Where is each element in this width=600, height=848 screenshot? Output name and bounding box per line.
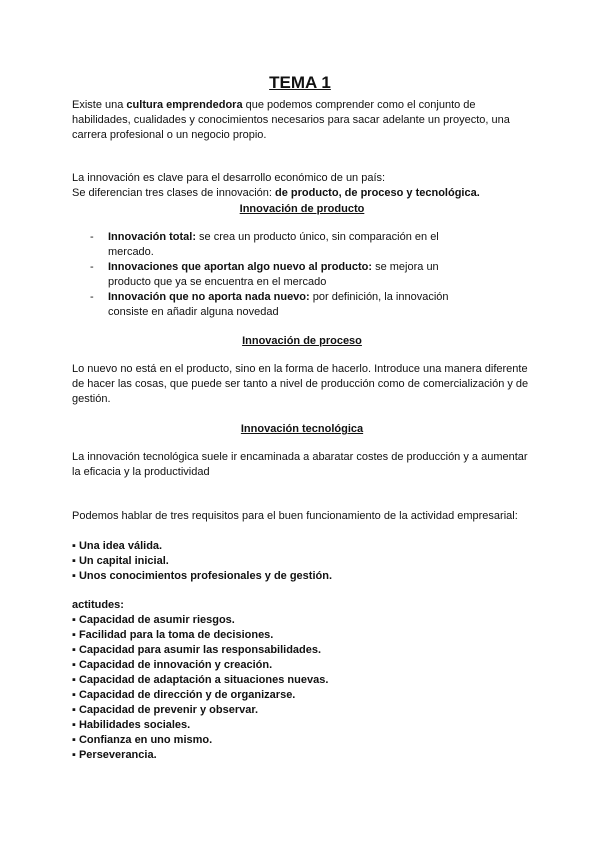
actitud-item: ▪ Capacidad para asumir las responsabilidades. [72, 644, 322, 656]
heading-tecnologica: Innovación tecnológica [240, 423, 364, 435]
producto-item-term: Innovaciones que aportan algo nuevo al producto: [108, 261, 373, 273]
innovation-line-1: La innovación es clave para el desarrollo económico de un país: [72, 172, 386, 184]
innovation-line-2-text: Se diferencian tres clases de innovación: [72, 187, 276, 199]
requisitos-list [72, 539, 532, 584]
intro-text-before: Existe una [72, 99, 127, 111]
actitud-item: ▪ Capacidad de innovación y creación. [72, 659, 273, 671]
innovation-types: de producto, de proceso y tecnológica. [275, 187, 480, 199]
producto-item-text: se crea un producto único, sin comparación en el mercado. [108, 231, 439, 258]
page-title: TEMA 1 [269, 73, 331, 92]
producto-list [72, 230, 472, 320]
producto-item-text: por definición, la innovación consiste en añadir alguna novedad [108, 291, 449, 318]
producto-item-text: se mejora un producto que ya se encuentra en el mercado [108, 261, 439, 288]
heading-proceso: Innovación de proceso [242, 335, 362, 347]
actitud-item: ▪ Facilidad para la toma de decisiones. [72, 629, 274, 641]
producto-list-item [72, 260, 472, 290]
actitud-item: ▪ Capacidad de adaptación a situaciones nuevas. [72, 674, 329, 686]
producto-item-term: Innovación total: [108, 231, 196, 243]
requisito-item: ▪ Una idea válida. [72, 540, 163, 552]
producto-list-item [72, 230, 472, 260]
producto-item-term: Innovación que no aporta nada nuevo: [108, 291, 310, 303]
actitud-item: ▪ Capacidad de prevenir y observar. [72, 704, 259, 716]
actitud-item: ▪ Capacidad de dirección y de organizarse. [72, 689, 296, 701]
intro-paragraph [72, 98, 532, 143]
innovation-paragraph [72, 171, 532, 201]
requisito-item: ▪ Un capital inicial. [72, 555, 169, 567]
requisito-item: ▪ Unos conocimientos profesionales y de gestión. [72, 570, 333, 582]
actitud-item: ▪ Habilidades sociales. [72, 719, 191, 731]
proceso-paragraph: Lo nuevo no está en el producto, sino en la forma de hacerlo. Introduce una manera diferente de hacer las cosas, que puede ser tanto a nivel de producción como de comercialización y de gestión. [72, 363, 529, 405]
actitud-item: ▪ Capacidad de asumir riesgos. [72, 614, 235, 626]
actitudes-heading: actitudes: [72, 599, 124, 611]
intro-text-after: que podemos comprender como el conjunto de habilidades, cualidades y conocimientos necesarios para sacar adelante un proyecto, una carrera profesional o un negocio propio. [72, 99, 510, 141]
actitud-item: ▪ Perseverancia. [72, 749, 157, 761]
actitud-item: ▪ Confianza en uno mismo. [72, 734, 213, 746]
requisitos-intro: Podemos hablar de tres requisitos para el buen funcionamiento de la actividad empresarial: [72, 510, 518, 522]
intro-bold-term: cultura emprendedora [126, 99, 243, 111]
heading-producto: Innovación de producto [239, 203, 365, 215]
producto-list-item [72, 290, 472, 320]
actitudes-list [72, 613, 532, 763]
innovation-line-2 [72, 186, 532, 201]
tecnologica-paragraph: La innovación tecnológica suele ir encaminada a abaratar costes de producción y a aumentar la eficacia y la productividad [72, 451, 528, 478]
